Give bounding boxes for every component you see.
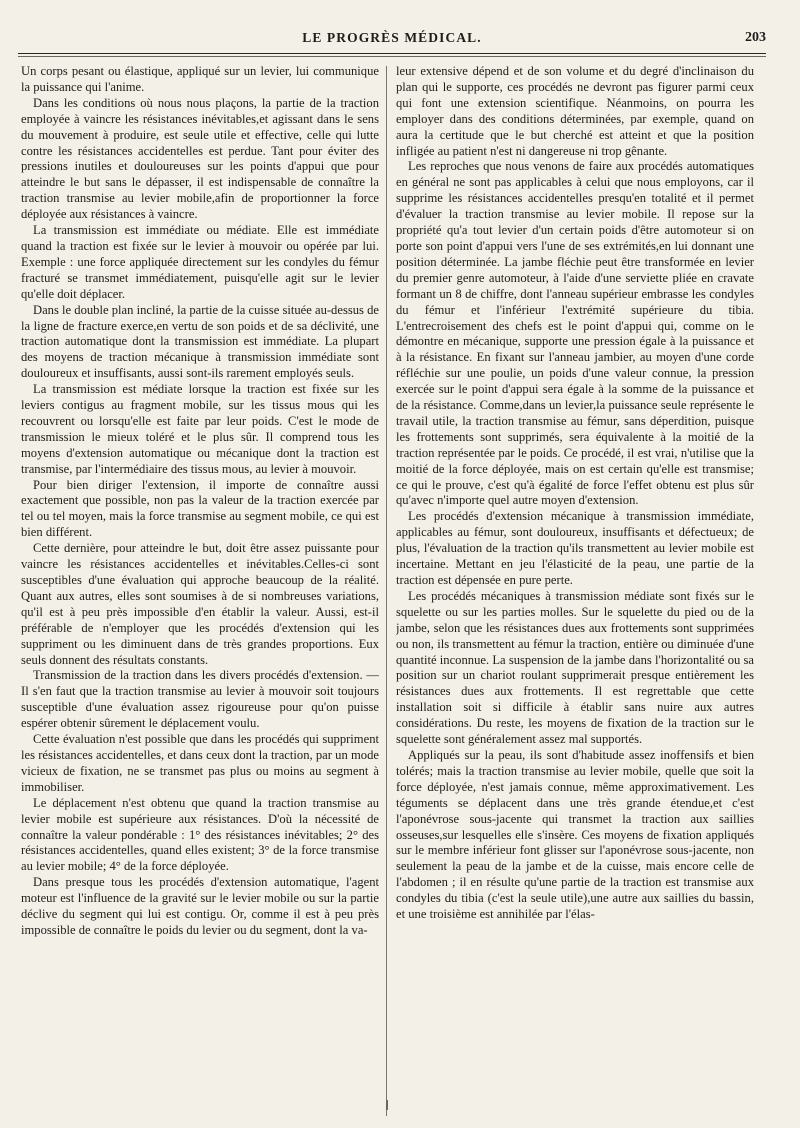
running-title: LE PROGRÈS MÉDICAL.	[302, 30, 482, 45]
header-rule	[18, 53, 766, 57]
page-header	[18, 30, 766, 50]
left-column-paragraph: Un corps pesant ou élastique, appliqué sur un levier, lui communique la puissance qui l'anime.	[21, 64, 379, 94]
right-column-paragraph: Appliqués sur la peau, ils sont d'habitude assez inoffensifs et bien tolérés; mais la traction transmise au levier mobile, quelle que soit la force déployée, n'est jamais connue, même approximativement. Les téguments se déplacent dans une très grande étendue,et c'est l'aponévrose sous-jacente qui transmet la traction aux saillies osseuses,sur lesquelles elle s'insère. Ces moyens de fixation appliqués sur le membre inférieur font glisser sur l'aponévrose sous-jacente, non seulement la peau de la jambe et de la cuisse, mais encore celle de l'abdomen ; il en résulte qu'une partie de la traction est transmise aux condyles du tibia (c'est la seule utile),une autre aux saillies du bassin, et une troisième est annihilée par l'élas-	[396, 747, 754, 922]
bottom-mark	[386, 1100, 392, 1110]
left-column-paragraph: Dans les conditions où nous nous plaçons, la partie de la traction employée à vaincre les résistances inévitables,et agissant dans le sens du mouvement à produire, est seule utile et effective, celle qui lutte contre les résistances accidentelles est perdue. Tant pour éviter des pressions inutiles et douloureuses sur les points d'appui que pour atteindre le but sans le dépasser, il est indispensable de connaître la traction transmise au levier mobile,afin de proportionner la force déployée aux résistances à vaincre.	[21, 95, 379, 222]
left-column-paragraph: Pour bien diriger l'extension, il importe de connaître aussi exactement que possible, non pas la valeur de la traction exercée par tel ou tel moyen, mais la force transmise au segment mobile, ce qui est bien différent.	[21, 477, 379, 540]
page-number: 203	[745, 30, 766, 45]
column-divider	[386, 66, 387, 1116]
right-column-paragraph: leur extensive dépend et de son volume et du degré d'inclinaison du plan qui le supporte, ces procédés ne devront pas figurer parmi ceux qui font une extension scientifique. Néanmoins, on pourra les employer dans des conditions déterminées, par exemple, quand on aura la certitude que le but cherché est atteint et que la position infligée au patient n'est ni dangereuse ni trop gênante.	[396, 64, 754, 158]
right-column-paragraph: Les procédés d'extension mécanique à transmission immédiate, applicables au fémur, sont douloureux, insuffisants et défectueux; de plus, l'évaluation de la traction qu'ils transmettent au levier mobile est incertaine. Mettant en jeu l'élasticité de la peau, une partie de la traction est dépensée en pure perte.	[396, 509, 754, 587]
right-column-paragraph: Les procédés mécaniques à transmission médiate sont fixés sur le squelette ou sur les parties molles. Sur le squelette du pied ou de la jambe, selon que les résistances dues aux frottements sont supprimées ou non, ils transmettent au fémur la traction, entière ou diminuée d'une quantité inconnue. La suspension de la jambe dans l'horizontalité ou sa position sur un chariot roulant supprimerait presque entièrement les résistances dues aux frottements. Il est regrettable que cette installation soit si difficile à établir sans nuire aux autres considérations. Du reste, les moyens de fixation de la traction sur le squelette sont généralement assez mal supportés.	[396, 588, 754, 747]
right-column	[396, 64, 754, 1104]
left-column-paragraph: Transmission de la traction dans les divers procédés d'extension. — Il s'en faut que la traction transmise au levier à mouvoir soit toujours susceptible d'une évaluation assez rigoureuse pour qu'on puisse espérer obtenir sûrement le déplacement voulu.	[21, 668, 379, 731]
left-column	[21, 64, 379, 1104]
left-column-paragraph: Cette dernière, pour atteindre le but, doit être assez puissante pour vaincre les résistances accidentelles et inévitables.Celles-ci sont susceptibles d'une évaluation qui approche beaucoup de la réalité. Quant aux autres, elles sont soumises à de si nombreuses variations, qu'il est à peu près impossible d'en établir la valeur. Aussi, est-il préférable de n'employer que les procédés d'extension qui les suppriment ou les diminuent dans de très grandes proportions. Eux seuls donnent des résultats constants.	[21, 541, 379, 667]
left-column-paragraph: Le déplacement n'est obtenu que quand la traction transmise au levier mobile est supérieure aux résistances. D'où la nécessité de connaître la valeur pondérable : 1° des résistances inévitables; 2° des résistances accidentelles, quand elles existent; 3° de la force transmise au levier mobile; 4° de la force déployée.	[21, 795, 379, 874]
right-column-paragraph: Les reproches que nous venons de faire aux procédés automatiques en général ne sont pas applicables à celui que nous employons, car il supprime les résistances accidentelles presqu'en totalité et il permet d'évaluer la traction transmise au levier mobile. Il repose sur la propriété qu'a tout levier d'un certain poids d'être automoteur si on porte son point d'appui vers l'une de ses extrémités,en lui donnant une position déterminée. La jambe fléchie peut être transformée en levier du premier genre automoteur, à l'aide d'une serviette pliée en cravate formant un 8 de chiffre, dont l'anneau supérieur embrasse les condyles du fémur et l'inférieur l'extrémité supérieure du tibia. L'entrecroisement des chefs est le point d'appui qui, comme on le démontre en mécanique, supporte une pression égale à la puissance et à la résistance. En fixant sur l'anneau jambier, au moyen d'une corde réfléchie sur une poulie, un poids d'une valeur connue, la pression exercée sur le point d'appui sera égale à la somme de la puissance et de la résistance. Comme,dans un levier,la puissance seule représente le travail utile, la traction transmise au fémur, sans déperdition, puisque les frottements sont supprimés, sera équivalente à la moitié de la traction représentée par le poids. Ce procédé, il est vrai, n'utilise que la moitié de la force déployée, mais on est certain qu'elle est transmise; ce qui le prouve, c'est qu'à égalité de force l'effet obtenu est plus sûr qu'avec n'importe quel autre moyen d'extension.	[396, 159, 754, 508]
left-column-paragraph: Dans presque tous les procédés d'extension automatique, l'agent moteur est l'influence de la gravité sur le levier mobile ou sur la partie déclive du segment qui lui est contigu. Or, comme il est à peu près impossible de connaître le poids du levier ou du segment, dont la va-	[21, 875, 379, 937]
left-column-paragraph: Cette évaluation n'est possible que dans les procédés qui suppriment les résistances accidentelles, et dans ceux dont la traction, par un mode vicieux de fixation, ne se transmet pas plus ou moins au segment à immobiliser.	[21, 732, 379, 794]
left-column-paragraph: Dans le double plan incliné, la partie de la cuisse située au-dessus de la ligne de fracture exerce,en vertu de son poids et de sa déclivité, une traction automatique dont la transmission est immédiate. La plupart des moyens de traction mécanique à transmission immédiate sont douloureux et insuffisants, aussi sont-ils rarement employés seuls.	[21, 302, 379, 381]
left-column-paragraph: La transmission est médiate lorsque la traction est fixée sur les leviers contigus au fragment mobile, sur les tissus mous qui les recouvrent ou lorsqu'elle est faite par leur poids. C'est le mode de transmission le mieux toléré et le plus sûr. Il comprend tous les moyens d'extension automatique ou mécanique dont la traction est transmise, par l'intermédiaire des tissus mous, au levier à mouvoir.	[21, 382, 379, 476]
left-column-paragraph: La transmission est immédiate ou médiate. Elle est immédiate quand la traction est fixée sur le levier à mouvoir ou opérée par lui. Exemple : une force appliquée directement sur les condyles du fémur fracturé se transmet immédiatement, puisqu'elle agit sur le levier qu'elle doit déplacer.	[21, 223, 379, 301]
